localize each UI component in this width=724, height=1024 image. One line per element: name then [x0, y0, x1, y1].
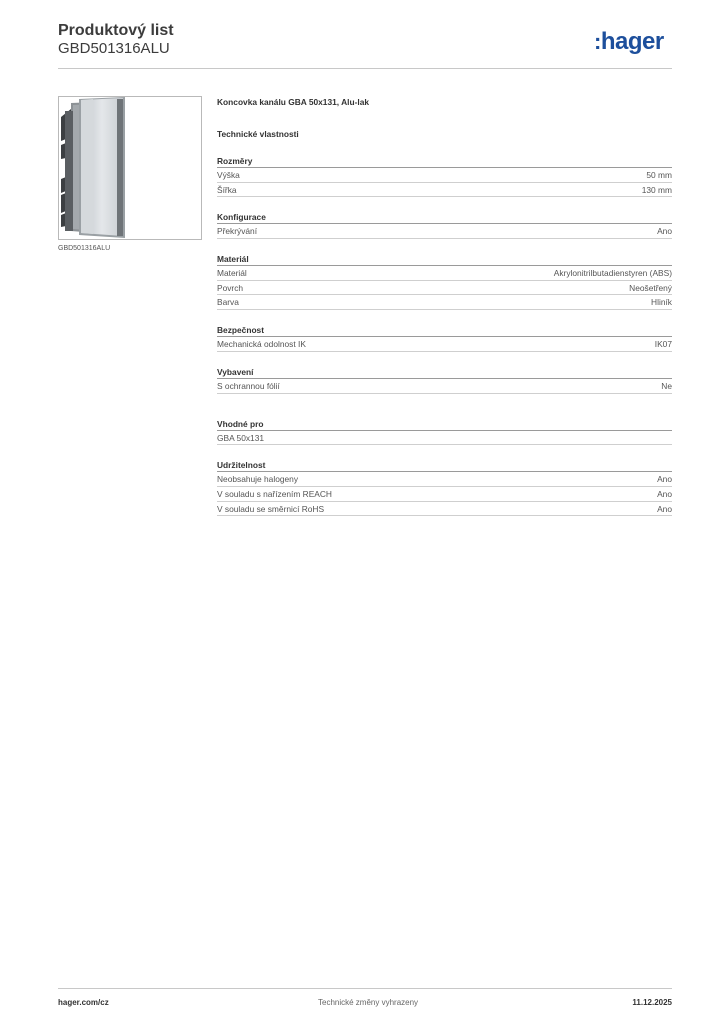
spec-label: V souladu se směrnicí RoHS	[217, 503, 325, 514]
section-title: Bezpečnost	[217, 324, 672, 337]
section-suitable-for	[217, 418, 672, 446]
spec-row	[217, 431, 672, 446]
section-title: Materiál	[217, 253, 672, 266]
spec-row	[217, 168, 672, 183]
spec-row	[217, 224, 672, 239]
section-dimensions	[217, 155, 672, 197]
section-configuration	[217, 211, 672, 239]
spec-row	[217, 281, 672, 296]
spec-label: Výška	[217, 170, 240, 180]
section-title: Vybavení	[217, 366, 672, 379]
header-divider	[58, 68, 672, 69]
spec-label: GBA 50x131	[217, 432, 265, 443]
spec-label: Barva	[217, 297, 239, 308]
section-equipment	[217, 366, 672, 394]
spec-row	[217, 487, 672, 502]
spec-value: 50 mm	[646, 170, 672, 180]
product-image	[58, 96, 202, 240]
footer-website: hager.com/cz	[58, 998, 109, 1007]
spec-value: Neošetřený	[629, 282, 672, 293]
product-code: GBD501316ALU	[58, 40, 170, 57]
spec-row	[217, 183, 672, 198]
spec-value: Ano	[657, 226, 672, 237]
footer-note: Technické změny vyhrazeny	[318, 998, 419, 1007]
spec-row	[217, 502, 672, 517]
page-title: Produktový list	[58, 22, 174, 39]
spec-label: V souladu s nařízením REACH	[217, 488, 332, 499]
hager-logo: :hager	[594, 28, 664, 55]
spec-row	[217, 266, 672, 281]
spec-label: Neobsahuje halogeny	[217, 474, 299, 485]
footer-date: 11.12.2025	[632, 998, 672, 1007]
footer-divider	[58, 988, 672, 989]
spec-value: 130 mm	[641, 184, 672, 195]
section-sustainability	[217, 459, 672, 516]
image-caption: GBD501316ALU	[58, 245, 111, 252]
section-title: Udržitelnost	[217, 459, 672, 472]
section-title: Vhodné pro	[217, 418, 672, 431]
spec-value: Akrylonitrilbutadienstyren (ABS)	[553, 268, 672, 279]
spec-label: Povrch	[217, 282, 244, 293]
spec-content	[217, 97, 672, 516]
spec-row	[217, 337, 672, 352]
product-name: Koncovka kanálu GBA 50x131, Alu-lak	[217, 97, 370, 107]
spec-label: Překrývání	[217, 226, 258, 237]
spec-value: Ano	[657, 488, 672, 499]
tech-properties-title: Technické vlastnosti	[217, 129, 299, 139]
section-title: Konfigurace	[217, 211, 672, 224]
spec-row	[217, 472, 672, 487]
spec-label: S ochrannou fólií	[217, 380, 280, 391]
spec-value: Ano	[657, 474, 672, 485]
spec-value: Ne	[661, 380, 672, 391]
spec-row	[217, 379, 672, 394]
spec-label: Materiál	[217, 268, 247, 279]
spec-label: Mechanická odolnost IK	[217, 339, 306, 350]
section-safety	[217, 324, 672, 352]
section-material	[217, 253, 672, 310]
spec-row	[217, 295, 672, 310]
spec-value: IK07	[654, 339, 672, 350]
end-cap-illustration	[59, 97, 201, 239]
spec-value: Hliník	[651, 297, 672, 308]
spec-value: Ano	[657, 503, 672, 514]
spec-label: Šířka	[217, 184, 237, 195]
section-title: Rozměry	[217, 155, 672, 168]
